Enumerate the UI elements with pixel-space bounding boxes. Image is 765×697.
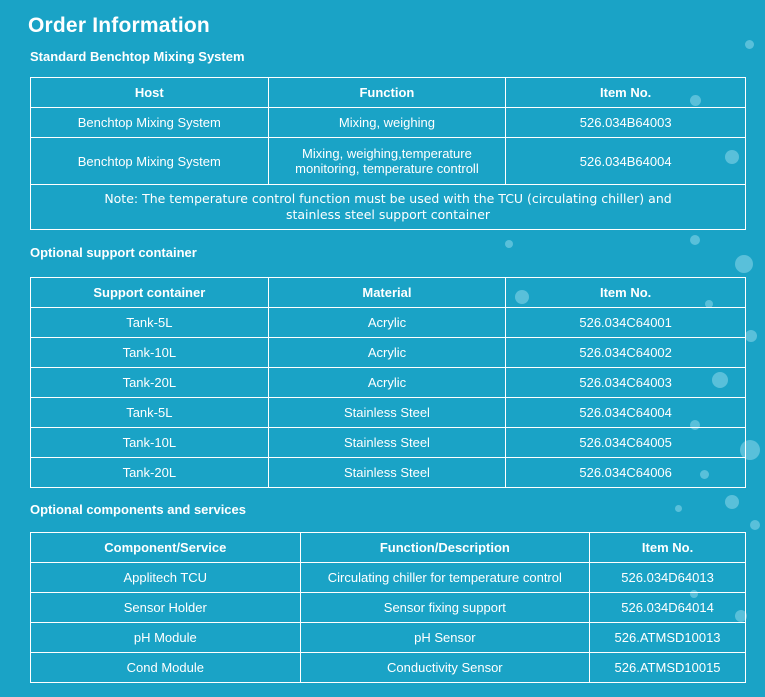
table-row bbox=[31, 653, 746, 683]
cell-component: pH Module bbox=[31, 623, 301, 653]
section-heading-support-container: Optional support container bbox=[30, 245, 197, 260]
table-row bbox=[31, 398, 746, 428]
note-row bbox=[31, 185, 746, 230]
column-header-support-container: Support container bbox=[31, 278, 269, 308]
cell-material: Stainless Steel bbox=[268, 458, 506, 488]
cell-container: Tank-10L bbox=[31, 428, 269, 458]
cell-item-no: 526.ATMSD10015 bbox=[590, 653, 746, 683]
cell-material: Stainless Steel bbox=[268, 428, 506, 458]
components-services-table bbox=[30, 532, 746, 683]
support-container-table bbox=[30, 277, 746, 488]
cell-item-no: 526.034C64001 bbox=[506, 308, 746, 338]
cell-item-no: 526.034C64005 bbox=[506, 428, 746, 458]
cell-container: Tank-5L bbox=[31, 308, 269, 338]
cell-item-no: 526.034C64002 bbox=[506, 338, 746, 368]
cell-material: Acrylic bbox=[268, 338, 506, 368]
column-header-host: Host bbox=[31, 78, 269, 108]
column-header-item-no: Item No. bbox=[506, 278, 746, 308]
cell-description: Conductivity Sensor bbox=[300, 653, 590, 683]
cell-component: Cond Module bbox=[31, 653, 301, 683]
column-header-material: Material bbox=[268, 278, 506, 308]
column-header-function: Function bbox=[268, 78, 506, 108]
cell-host: Benchtop Mixing System bbox=[31, 138, 269, 185]
cell-item-no: 526.034B64003 bbox=[506, 108, 746, 138]
table-row bbox=[31, 138, 746, 185]
table-header-row bbox=[31, 533, 746, 563]
cell-item-no: 526.034C64006 bbox=[506, 458, 746, 488]
cell-container: Tank-5L bbox=[31, 398, 269, 428]
cell-function: Mixing, weighing bbox=[268, 108, 506, 138]
table-row bbox=[31, 563, 746, 593]
table-row bbox=[31, 458, 746, 488]
cell-item-no: 526.034D64013 bbox=[590, 563, 746, 593]
column-header-component: Component/Service bbox=[31, 533, 301, 563]
table-row bbox=[31, 308, 746, 338]
table-row bbox=[31, 368, 746, 398]
cell-description: Circulating chiller for temperature control bbox=[300, 563, 590, 593]
table-row bbox=[31, 338, 746, 368]
section-heading-components-services: Optional components and services bbox=[30, 502, 246, 517]
column-header-item-no: Item No. bbox=[506, 78, 746, 108]
page-title: Order Information bbox=[28, 14, 210, 37]
table-row bbox=[31, 593, 746, 623]
cell-item-no: 526.034C64003 bbox=[506, 368, 746, 398]
cell-host: Benchtop Mixing System bbox=[31, 108, 269, 138]
cell-material: Acrylic bbox=[268, 308, 506, 338]
table-header-row bbox=[31, 278, 746, 308]
cell-description: pH Sensor bbox=[300, 623, 590, 653]
cell-component: Sensor Holder bbox=[31, 593, 301, 623]
cell-container: Tank-20L bbox=[31, 458, 269, 488]
cell-container: Tank-10L bbox=[31, 338, 269, 368]
cell-item-no: 526.034B64004 bbox=[506, 138, 746, 185]
cell-material: Stainless Steel bbox=[268, 398, 506, 428]
cell-function: Mixing, weighing,temperature monitoring, temperature controll bbox=[268, 138, 506, 185]
cell-item-no: 526.034C64004 bbox=[506, 398, 746, 428]
column-header-description: Function/Description bbox=[300, 533, 590, 563]
note-text: Note: The temperature control function must be used with the TCU (circulating chiller) and stainless steel support container bbox=[31, 185, 746, 230]
column-header-item-no: Item No. bbox=[590, 533, 746, 563]
table-row bbox=[31, 623, 746, 653]
cell-item-no: 526.ATMSD10013 bbox=[590, 623, 746, 653]
cell-item-no: 526.034D64014 bbox=[590, 593, 746, 623]
cell-material: Acrylic bbox=[268, 368, 506, 398]
section-heading-standard-system: Standard Benchtop Mixing System bbox=[30, 49, 245, 64]
table-header-row bbox=[31, 78, 746, 108]
standard-system-table bbox=[30, 77, 746, 230]
cell-description: Sensor fixing support bbox=[300, 593, 590, 623]
cell-component: Applitech TCU bbox=[31, 563, 301, 593]
cell-container: Tank-20L bbox=[31, 368, 269, 398]
table-row bbox=[31, 108, 746, 138]
table-row bbox=[31, 428, 746, 458]
